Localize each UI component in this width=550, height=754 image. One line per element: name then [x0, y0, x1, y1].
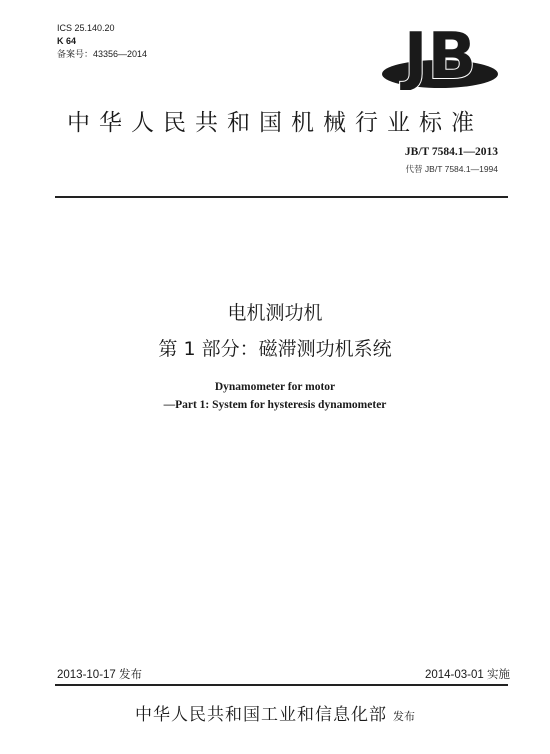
- header-divider: [55, 196, 508, 198]
- ccs-code: K 64: [57, 36, 77, 46]
- title-cn-line1: 电机测功机: [227, 302, 323, 324]
- replaces-standard: 代替 JB/T 7584.1—1994: [405, 164, 498, 174]
- publisher-name: 中华人民共和国工业和信息化部: [135, 705, 387, 725]
- standard-number: JB/T 7584.1—2013: [404, 146, 498, 158]
- title-en-line1: Dynamometer for motor: [214, 381, 336, 393]
- issue-date: 2013-10-17 发布: [57, 669, 143, 681]
- title-en-line2: —Part 1: System for hysteresis dynamometer: [163, 399, 387, 411]
- footer-divider: [55, 684, 508, 686]
- publisher-suffix: 发布: [393, 710, 415, 723]
- filing-number: 备案号：43356—2014: [57, 49, 148, 59]
- jb-logo: [380, 26, 500, 90]
- publisher: [0, 700, 550, 725]
- implementation-date: 2014-03-01 实施: [424, 669, 510, 681]
- org-title: 中华人民共和国机械行业标准: [67, 110, 483, 136]
- ics-code: ICS 25.140.20: [57, 23, 115, 33]
- title-cn-line2: 第 1 部分：磁滞测功机系统: [158, 338, 392, 360]
- svg-text:JB: JB: [403, 26, 477, 90]
